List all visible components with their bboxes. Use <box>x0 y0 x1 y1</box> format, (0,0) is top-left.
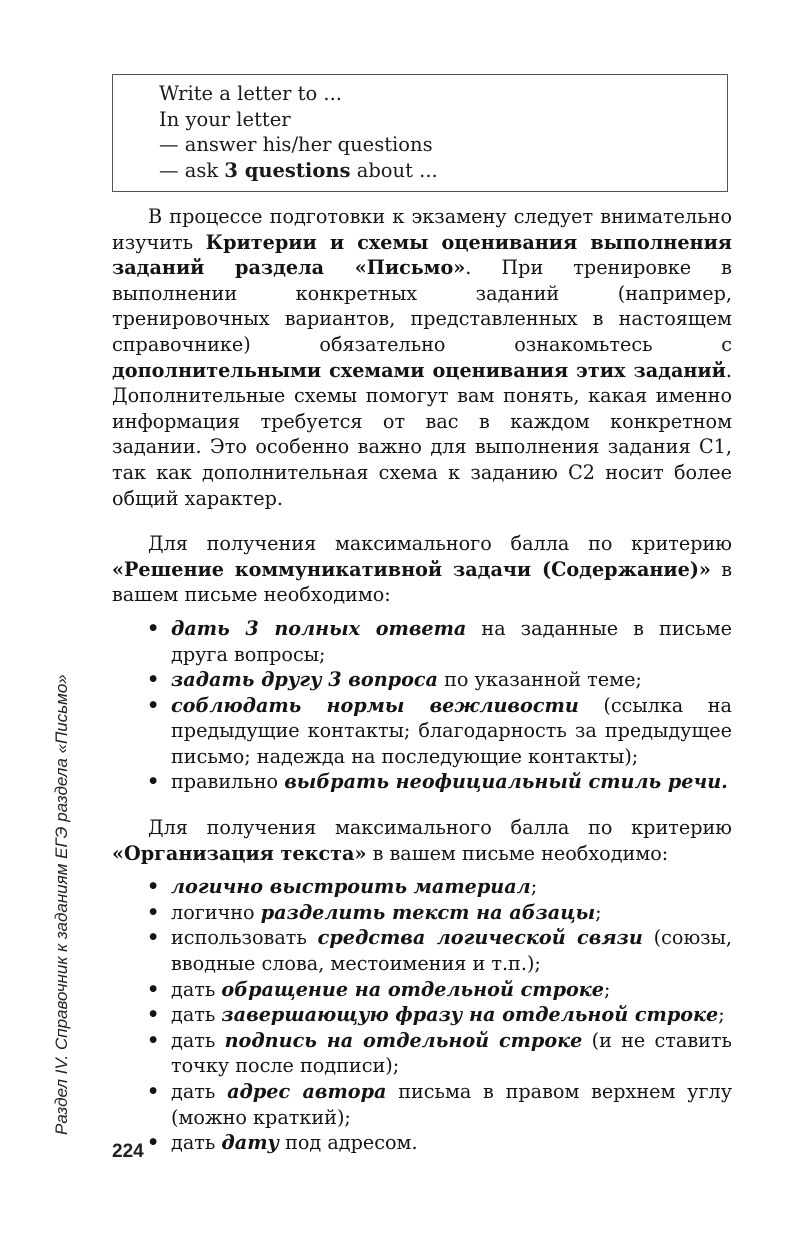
item-emphasis: завершающую фразу на отдельной строке <box>221 1003 719 1027</box>
organization-requirements-list <box>112 874 732 1156</box>
item-text: ; <box>718 1003 725 1027</box>
item-emphasis: разделить текст на абзацы <box>260 900 596 924</box>
task-line <box>159 158 727 184</box>
item-text: по указанной теме; <box>438 668 642 692</box>
item-emphasis: задать другу 3 вопроса <box>171 668 438 692</box>
page-number: 224 <box>112 1141 144 1162</box>
bullet-marker: • <box>147 875 160 899</box>
item-emphasis: адрес автора <box>227 1080 387 1103</box>
item-text: письма в правом верхнем углу (можно краткий); <box>171 1080 733 1129</box>
section-running-title: Раздел IV. Справочник к заданиям ЕГЭ раздела «Письмо» <box>52 674 71 1135</box>
item-text: (ссылка на предыдущие контакты; благодарность за предыдущее письмо; надежда на последующие контакты); <box>171 693 732 768</box>
bullet-marker: • <box>147 926 160 950</box>
item-emphasis: дать 3 полных ответа <box>171 616 467 640</box>
task-text: — ask <box>159 158 225 182</box>
text-run: . При тренировке в выполнении конкретных заданий (например, тренировочных вариантов, представленных в настоящем справочнике) обязательно ознакомьтесь с <box>112 256 732 356</box>
content-requirements-list <box>112 616 732 795</box>
text-run: Для получения максимального балла по критерию <box>148 532 732 556</box>
bullet-marker: • <box>147 1028 160 1052</box>
bullet-marker: • <box>147 900 160 924</box>
item-emphasis: обращение на отдельной строке <box>221 977 604 1001</box>
item-emphasis: соблюдать нормы вежливости <box>171 693 579 717</box>
item-text: ; <box>595 900 602 924</box>
task-bold: 3 questions <box>224 158 351 182</box>
list-item <box>147 769 732 795</box>
item-text: ; <box>530 875 538 899</box>
item-text: дать <box>171 1028 225 1052</box>
list-item <box>147 977 732 1003</box>
item-text: логично <box>171 900 261 924</box>
bullet-marker: • <box>147 668 160 692</box>
task-line: Write a letter to ... <box>159 82 343 105</box>
text-run: в вашем письме необходимо: <box>366 841 669 865</box>
item-text: дать <box>171 977 222 1001</box>
task-template-box <box>112 74 728 192</box>
item-text: дать <box>171 1131 222 1155</box>
item-text: дать <box>171 1003 222 1027</box>
item-text: дать <box>171 1080 228 1103</box>
list-item <box>147 925 732 976</box>
item-text: правильно <box>171 770 285 794</box>
bold-run: «Решение коммуникативной задачи (Содержание)» <box>112 557 711 581</box>
list-item <box>147 693 732 770</box>
bold-run: дополнительными схемами оценивания этих заданий <box>112 358 726 382</box>
item-text: (союзы, вводные слова, местоимения и т.п.); <box>171 926 732 976</box>
text-run: . Дополнительные схемы помогут вам понять, какая именно информация требуется от вас в каждом конкретном задании. Это особенно важно для выполнения задания С1, так как дополнительная схема к заданию С2 носит более общий характер. <box>112 358 732 510</box>
main-text <box>112 204 732 1176</box>
paragraph-criterion-content <box>112 531 732 608</box>
task-text: about ... <box>350 158 438 182</box>
list-item <box>147 900 732 926</box>
bold-run: «Организация текста» <box>112 841 367 865</box>
list-item <box>147 1002 732 1028</box>
item-emphasis: логично выстроить материал <box>171 875 531 899</box>
paragraph-preparation <box>112 204 732 511</box>
task-line: In your letter <box>159 107 291 131</box>
item-text: ; <box>603 977 611 1001</box>
list-item <box>147 1028 732 1079</box>
paragraph-criterion-organization <box>112 815 732 866</box>
bullet-marker: • <box>147 1003 160 1027</box>
list-item <box>147 616 732 667</box>
bullet-marker: • <box>147 616 160 640</box>
list-item <box>147 1079 733 1130</box>
bullet-marker: • <box>147 770 160 794</box>
text-run: в вашем письме необходимо: <box>112 557 733 607</box>
bullet-marker: • <box>147 1131 160 1155</box>
item-text: использовать <box>171 926 318 950</box>
task-line: — answer his/her questions <box>159 133 433 156</box>
item-emphasis: выбрать неофициальный стиль речи. <box>284 770 728 794</box>
bold-run: Критерии и схемы оценивания выполнения заданий раздела «Письмо» <box>112 230 732 280</box>
bullet-marker: • <box>147 1080 160 1103</box>
item-emphasis: средства логической связи <box>317 926 643 950</box>
list-item <box>147 1130 732 1156</box>
list-item <box>147 667 732 693</box>
item-text: под адресом. <box>278 1131 418 1155</box>
item-text: на заданные в письме друга вопросы; <box>171 616 732 666</box>
item-emphasis: подпись на отдельной строке <box>224 1028 583 1052</box>
text-run: В процессе подготовки к экзамену следует внимательно изучить <box>112 205 732 254</box>
list-item <box>147 874 732 900</box>
bullet-marker: • <box>147 693 160 717</box>
item-text: (и не ставить точку после подписи); <box>171 1028 732 1078</box>
text-run: Для получения максимального балла по критерию <box>148 816 732 840</box>
bullet-marker: • <box>147 977 160 1001</box>
item-emphasis: дату <box>221 1131 279 1155</box>
